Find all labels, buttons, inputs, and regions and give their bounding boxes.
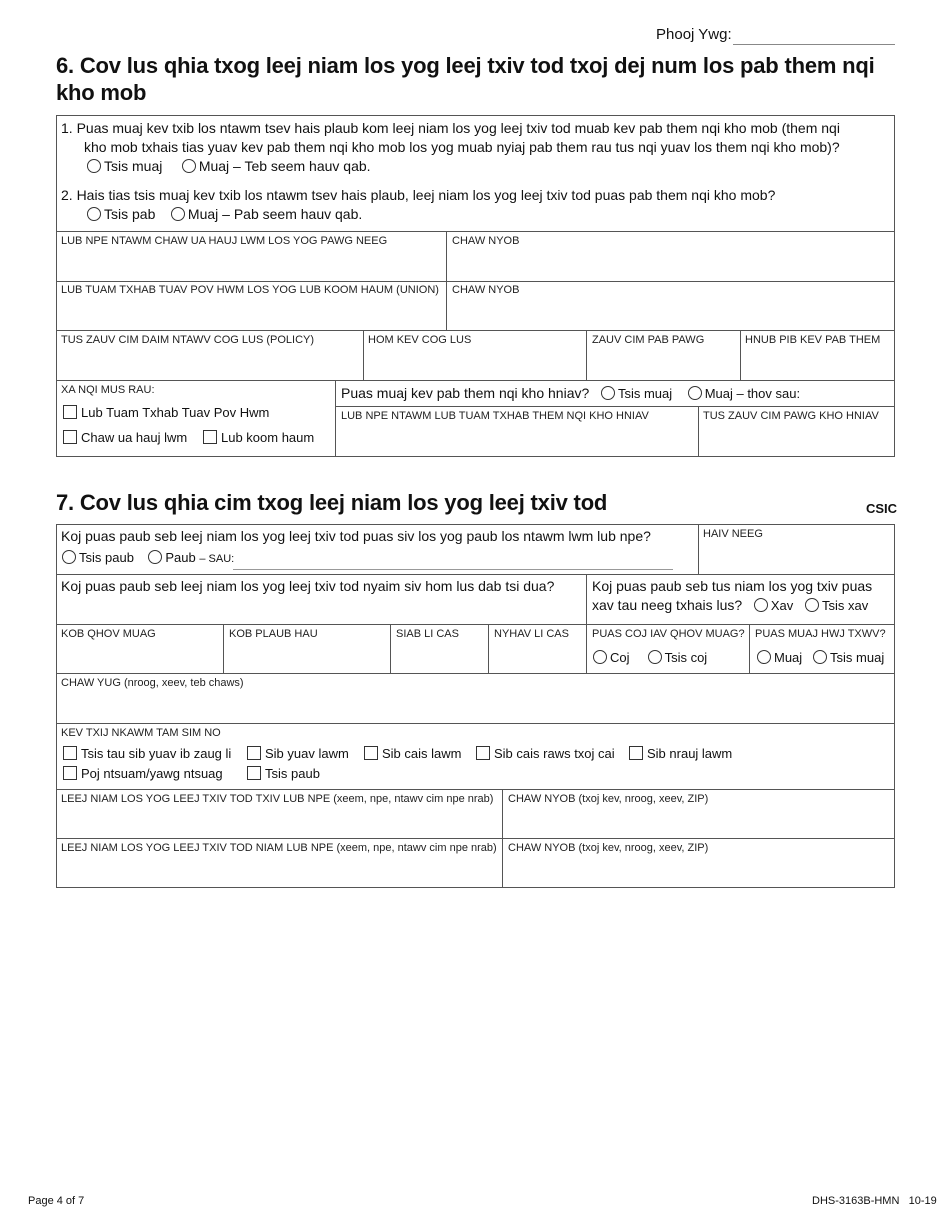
dental-yes-radio[interactable] bbox=[688, 386, 702, 400]
interpreter-question-line2 bbox=[592, 597, 868, 613]
divider bbox=[586, 574, 587, 673]
tattoo-options bbox=[757, 650, 884, 665]
group-number-label: ZAUV CIM PAB PAWG bbox=[592, 334, 705, 346]
marital-opt-5-checkbox[interactable] bbox=[63, 766, 77, 780]
policy-name-label: HOM KEV COG LUS bbox=[368, 334, 472, 346]
q1-yes-radio[interactable] bbox=[182, 159, 196, 173]
union-name-label: LUB TUAM TXHAB TUAV POV HWM LOS YOG LUB KOOM HAUM (UNION) bbox=[61, 284, 439, 296]
employer-address-label: CHAW NYOB bbox=[452, 235, 520, 247]
coverage-date-label: HNUB PIB KEV PAB THEM bbox=[745, 334, 881, 346]
birthplace-label: CHAW YUG (nroog, xeev, teb chaws) bbox=[61, 677, 244, 689]
marital-opt-5-label: Poj ntsuam/yawg ntsuag bbox=[81, 766, 223, 781]
interpreter-yes-label: Xav bbox=[770, 598, 794, 613]
race-label: HAIV NEEG bbox=[703, 528, 763, 540]
divider bbox=[56, 281, 895, 282]
q1-no-label: Tsis muaj bbox=[104, 158, 163, 174]
union-address-label: CHAW NYOB bbox=[452, 284, 520, 296]
paid-opt2-checkbox[interactable] bbox=[63, 430, 77, 444]
marital-opt-3-checkbox[interactable] bbox=[476, 746, 490, 760]
marital-opt-3 bbox=[476, 746, 615, 761]
mother-name-label: LEEJ NIAM LOS YOG LEEJ TXIV TOD NIAM LUB NPE (xeem, npe, ntawv cim npe nrab) bbox=[61, 842, 497, 854]
eye-color-label: KOB QHOV MUAG bbox=[61, 628, 156, 640]
dental-question-text: Puas muaj kev pab them nqi kho hniav? bbox=[341, 385, 590, 401]
q2-yes-radio[interactable] bbox=[171, 207, 185, 221]
q1-no-radio[interactable] bbox=[87, 159, 101, 173]
marital-opt-2-checkbox[interactable] bbox=[364, 746, 378, 760]
paid-opt3 bbox=[203, 430, 314, 445]
tattoo-no-label: Tsis muaj bbox=[830, 650, 885, 665]
q1-yes-label: Muaj – Teb seem hauv qab. bbox=[198, 158, 371, 174]
marital-opt-0-label: Tsis tau sib yuav ib zaug li bbox=[81, 746, 232, 761]
alias-yes-suffix: – SAU: bbox=[199, 553, 235, 565]
dental-group-label: TUS ZAUV CIM PAWG KHO HNIAV bbox=[703, 410, 879, 422]
form-number: DHS-3163B-HMN 10-19 bbox=[812, 1195, 937, 1207]
marital-opt-4-checkbox[interactable] bbox=[629, 746, 643, 760]
alias-no-radio[interactable] bbox=[62, 550, 76, 564]
divider bbox=[698, 406, 699, 457]
marital-opt-4-label: Sib nrauj lawm bbox=[647, 746, 733, 761]
section-6-title: 6. Cov lus qhia txog leej niam los yog leej txiv tod txoj dej num los pab them nqi kho mob bbox=[56, 53, 875, 105]
alias-field[interactable] bbox=[233, 569, 673, 570]
divider bbox=[56, 838, 895, 839]
paid-opt1-checkbox[interactable] bbox=[63, 405, 77, 419]
father-name-label: LEEJ NIAM LOS YOG LEEJ TXIV TOD TXIV LUB NPE (xeem, npe, ntawv cim npe nrab) bbox=[61, 793, 494, 805]
q1-line1: 1. Puas muaj kev txib los ntawm tsev hais plaub kom leej niam los yog leej txiv tod muab kev pab them nqi kho mob (them nqi bbox=[61, 120, 840, 136]
alias-options bbox=[62, 550, 234, 565]
tattoo-label: PUAS MUAJ HWJ TXWV? bbox=[755, 628, 886, 640]
paid-by-label: XA NQI MUS RAU: bbox=[61, 384, 155, 396]
tattoo-no-radio[interactable] bbox=[813, 650, 827, 664]
page-number: Page 4 of 7 bbox=[28, 1195, 85, 1207]
tattoo-yes-radio[interactable] bbox=[757, 650, 771, 664]
divider bbox=[446, 231, 447, 330]
alias-yes-radio[interactable] bbox=[148, 550, 162, 564]
marital-opt-6-label: Tsis paub bbox=[265, 766, 320, 781]
father-address-label: CHAW NYOB (txoj kev, nroog, xeev, ZIP) bbox=[508, 793, 709, 805]
marital-opt-0-checkbox[interactable] bbox=[63, 746, 77, 760]
interpreter-yes-radio[interactable] bbox=[754, 598, 768, 612]
marital-opt-2-label: Sib cais lawm bbox=[382, 746, 462, 761]
divider bbox=[56, 231, 895, 232]
divider bbox=[698, 524, 699, 574]
section-7-title: 7. Cov lus qhia cim txog leej niam los yog leej txiv tod bbox=[56, 490, 608, 515]
marital-opt-0 bbox=[63, 746, 231, 761]
marital-opt-4 bbox=[629, 746, 732, 761]
interpreter-no-radio[interactable] bbox=[805, 598, 819, 612]
marital-opt-3-label: Sib cais raws txoj cai bbox=[494, 746, 615, 761]
paid-opt3-checkbox[interactable] bbox=[203, 430, 217, 444]
phooj-ywg-field[interactable] bbox=[733, 44, 895, 45]
dental-question bbox=[341, 385, 800, 401]
dental-no-label: Tsis muaj bbox=[617, 386, 673, 401]
glasses-yes-label: Coj bbox=[610, 650, 630, 665]
q2-no-radio[interactable] bbox=[87, 207, 101, 221]
paid-opt3-label: Lub koom haum bbox=[221, 430, 315, 445]
alias-question: Koj puas paub seb leej niam los yog leej txiv tod puas siv los yog paub los ntawm lwm lub npe? bbox=[61, 528, 651, 544]
divider bbox=[335, 380, 336, 457]
glasses-options bbox=[593, 650, 707, 665]
paid-opt1-label: Lub Tuam Txhab Tuav Pov Hwm bbox=[81, 405, 270, 420]
divider bbox=[586, 330, 587, 380]
policy-number-label: TUS ZAUV CIM DAIM NTAWV COG LUS (POLICY) bbox=[61, 334, 315, 346]
weight-label: NYHAV LI CAS bbox=[494, 628, 569, 640]
divider bbox=[488, 624, 489, 673]
q2-yes-label: Muaj – Pab seem hauv qab. bbox=[187, 206, 363, 222]
divider bbox=[335, 406, 895, 407]
marital-opt-6 bbox=[247, 766, 320, 781]
divider bbox=[749, 624, 750, 673]
q2-no-label: Tsis pab bbox=[104, 206, 156, 222]
hair-color-label: KOB PLAUB HAU bbox=[229, 628, 318, 640]
marital-opt-5 bbox=[63, 766, 223, 781]
alias-no-label: Tsis paub bbox=[79, 550, 134, 565]
marital-opt-1-checkbox[interactable] bbox=[247, 746, 261, 760]
glasses-label: PUAS COJ IAV QHOV MUAG? bbox=[592, 628, 745, 640]
employer-name-label: LUB NPE NTAWM CHAW UA HAUJ LWM LOS YOG PAWG NEEG bbox=[61, 235, 388, 247]
divider bbox=[56, 624, 895, 625]
marital-opt-6-checkbox[interactable] bbox=[247, 766, 261, 780]
marital-opt-2 bbox=[364, 746, 461, 761]
dental-no-radio[interactable] bbox=[601, 386, 615, 400]
phooj-ywg-label: Phooj Ywg: bbox=[656, 26, 732, 43]
divider bbox=[223, 624, 224, 673]
divider bbox=[390, 624, 391, 673]
q2-options bbox=[87, 206, 362, 222]
marital-opt-1 bbox=[247, 746, 349, 761]
q1-options bbox=[87, 158, 371, 174]
divider bbox=[56, 723, 895, 724]
height-label: SIAB LI CAS bbox=[396, 628, 459, 640]
divider bbox=[56, 789, 895, 790]
divider bbox=[56, 673, 895, 674]
glasses-no-radio[interactable] bbox=[648, 650, 662, 664]
paid-opt2 bbox=[63, 430, 187, 445]
divider bbox=[740, 330, 741, 380]
dental-yes-label: Muaj – thov sau: bbox=[704, 386, 801, 401]
tattoo-yes-label: Muaj bbox=[774, 650, 803, 665]
divider bbox=[56, 380, 895, 381]
marital-opt-1-label: Sib yuav lawm bbox=[265, 746, 349, 761]
interpreter-question-text: xav tau neeg txhais lus? bbox=[592, 597, 743, 613]
dental-company-label: LUB NPE NTAWM LUB TUAM TXHAB THEM NQI KHO HNIAV bbox=[341, 410, 649, 422]
glasses-yes-radio[interactable] bbox=[593, 650, 607, 664]
q1-line2: kho mob txhais tias yuav kev pab them nqi kho mob los yog muab nyiaj pab them rau tus nqi yuav los them nqi kho mob)? bbox=[84, 139, 840, 155]
q2-text: 2. Hais tias tsis muaj kev txib los ntawm tsev hais plaub, leej niam los yog leej txiv tod puas pab them nqi kho mob? bbox=[61, 187, 776, 203]
marital-label: KEV TXIJ NKAWM TAM SIM NO bbox=[61, 727, 221, 739]
divider bbox=[502, 789, 503, 888]
mother-address-label: CHAW NYOB (txoj kev, nroog, xeev, ZIP) bbox=[508, 842, 709, 854]
csic-label: CSIC bbox=[866, 501, 898, 516]
interpreter-no-label: Tsis xav bbox=[821, 598, 869, 613]
paid-opt1 bbox=[63, 405, 269, 420]
divider bbox=[363, 330, 364, 380]
divider bbox=[56, 574, 895, 575]
glasses-no-label: Tsis coj bbox=[664, 650, 708, 665]
interpreter-question-line1: Koj puas paub seb tus niam los yog txiv puas bbox=[592, 578, 873, 594]
paid-opt2-label: Chaw ua hauj lwm bbox=[81, 430, 188, 445]
language-question: Koj puas paub seb leej niam los yog leej txiv tod nyaim siv hom lus dab tsi dua? bbox=[61, 578, 555, 594]
alias-yes-label: Paub bbox=[165, 550, 196, 565]
divider bbox=[56, 330, 895, 331]
